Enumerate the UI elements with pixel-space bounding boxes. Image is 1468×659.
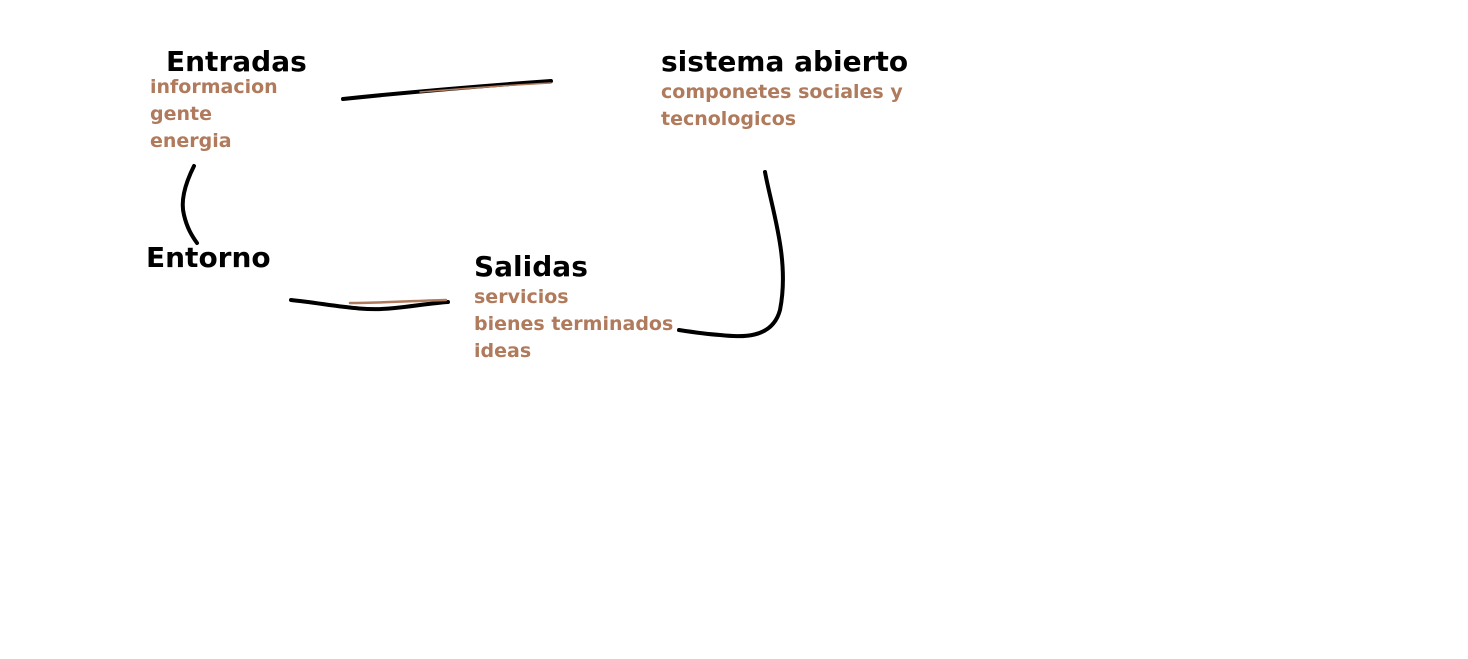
- list-item: bienes terminados: [474, 313, 674, 335]
- list-item: componetes sociales y: [661, 81, 903, 103]
- list-item: ideas: [474, 340, 532, 362]
- connector-entradas-sistema: [343, 81, 551, 99]
- list-item: tecnologicos: [661, 108, 797, 130]
- connector-entradas-sistema-accent: [420, 83, 551, 92]
- connector-entradas-entorno: [183, 166, 197, 243]
- connector-entorno-salidas: [291, 300, 448, 309]
- node-title-sistema-abierto: sistema abierto: [661, 45, 909, 78]
- connector-sistema-salidas: [679, 172, 783, 336]
- list-item: informacion: [150, 76, 278, 98]
- node-items-salidas: [474, 284, 673, 365]
- node-salidas: [474, 251, 673, 365]
- node-title-entorno: Entorno: [146, 241, 271, 274]
- list-item: gente: [150, 103, 212, 125]
- list-item: energia: [150, 130, 232, 152]
- node-title-entradas: Entradas: [166, 45, 307, 78]
- node-items-entradas: [150, 74, 307, 155]
- node-entorno: [146, 242, 271, 274]
- node-sistema-abierto: [661, 46, 908, 133]
- node-title-salidas: Salidas: [474, 250, 588, 283]
- node-entradas: [150, 45, 307, 155]
- list-item: servicios: [474, 286, 569, 308]
- connector-entorno-salidas-accent: [350, 300, 446, 303]
- node-items-sistema-abierto: [661, 79, 908, 133]
